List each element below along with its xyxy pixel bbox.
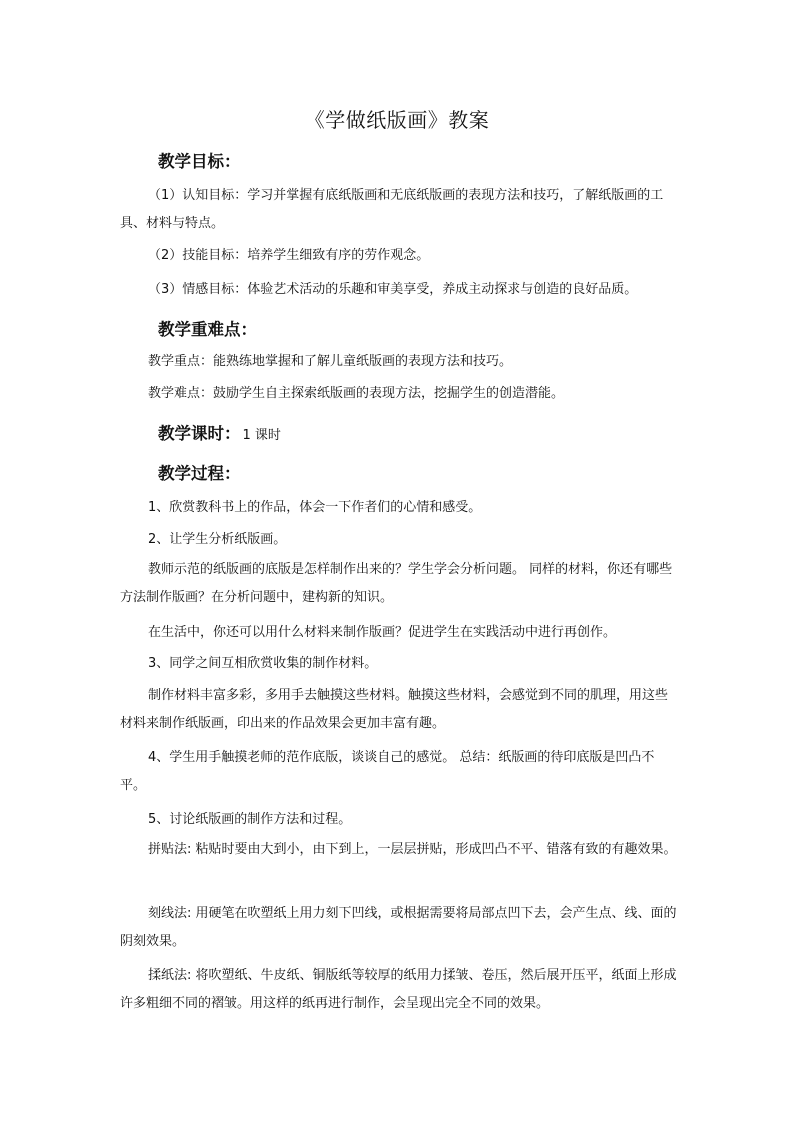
- key-points-heading: 教学重难点：: [158, 320, 257, 339]
- process-step-2: 2、让学生分析纸版画。: [148, 532, 287, 547]
- objective-cognitive: （1）认知目标：学习并掌握有底纸版画和无底纸版画的表现方法和技巧，了解纸版画的工具、材料与特点。: [120, 188, 664, 231]
- class-hours-heading: [158, 420, 281, 444]
- document-title: 《学做纸版画》教案: [304, 108, 490, 132]
- process-heading: 教学过程：: [158, 464, 241, 483]
- process-step-1: 1、欣赏教科书上的作品，体会一下作者们的心情和感受。: [148, 500, 482, 515]
- process-step-5: 5、讨论纸版画的制作方法和过程。: [148, 812, 352, 827]
- process-analysis-paragraph: 教师示范的纸版画的底版是怎样制作出来的？学生学会分析问题。 同样的材料，你还有哪些方法制作版画？在分析问题中，建构新的知识。: [120, 562, 673, 605]
- class-hours-label: 教学课时：: [158, 424, 241, 443]
- method-crumpling: 揉纸法: 将吹塑纸、牛皮纸、铜版纸等较厚的纸用力揉皱、卷压，然后展开压平，纸面上形成许多粗细不同的褶皱。用这样的纸再进行制作，会呈现出完全不同的效果。: [120, 968, 677, 1011]
- method-collage: 拼贴法: 粘贴时要由大到小，由下到上，一层层拼贴，形成凹凸不平、错落有致的有趣效果。: [148, 842, 677, 857]
- method-engraving: 刻线法: 用硬笔在吹塑纸上用力刻下凹线，或根据需要将局部点凹下去，会产生点、线、面的阴刻效果。: [120, 906, 677, 949]
- class-hours-value: 1 课时: [242, 428, 281, 443]
- process-materials-paragraph: 制作材料丰富多彩，多用手去触摸这些材料。触摸这些材料，会感觉到不同的肌理，用这些材料来制作纸版画，印出来的作品效果会更加丰富有趣。: [120, 688, 669, 731]
- key-point-difficulty: 教学难点：鼓励学生自主探索纸版画的表现方法，挖掘学生的创造潜能。: [148, 386, 565, 401]
- key-point-focus: 教学重点：能熟练地掌握和了解儿童纸版画的表现方法和技巧。: [148, 354, 513, 369]
- process-life-paragraph: 在生活中，你还可以用什么材料来制作版画？促进学生在实践活动中进行再创作。: [148, 625, 617, 640]
- objective-skill: （2）技能目标：培养学生细致有序的劳作观念。: [148, 248, 430, 263]
- objectives-heading: 教学目标：: [158, 152, 241, 171]
- objective-emotion: （3）情感目标：体验艺术活动的乐趣和审美享受，养成主动探求与创造的良好品质。: [148, 282, 638, 297]
- process-step-4: 4、学生用手触摸老师的范作底版，谈谈自己的感觉。 总结：纸版画的待印底版是凹凸不平。: [120, 750, 655, 793]
- process-step-3: 3、同学之间互相欣赏收集的制作材料。: [148, 656, 378, 671]
